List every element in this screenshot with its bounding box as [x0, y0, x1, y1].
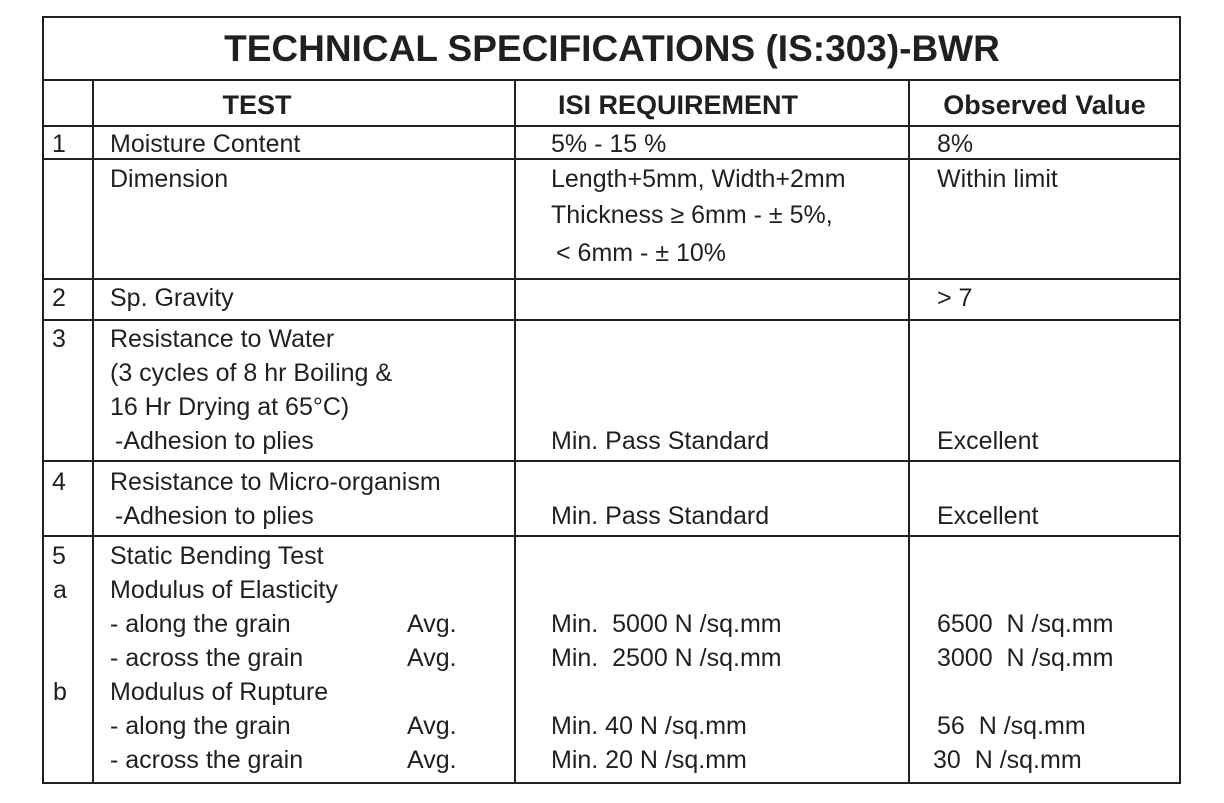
sub-label: a: [53, 576, 67, 604]
observed-value: 30 N /sq.mm: [933, 746, 1082, 774]
rule-row4: [42, 535, 1181, 537]
observed-value: Excellent: [937, 502, 1039, 530]
requirement-value: Min. Pass Standard: [551, 502, 770, 530]
avg-label: Avg.: [407, 610, 457, 638]
col-rule-req: [908, 79, 910, 784]
requirement-value: Min. Pass Standard: [551, 427, 770, 455]
header-observed: Observed Value: [943, 90, 1146, 120]
rule-header: [42, 125, 1181, 127]
test-name: - along the grain: [110, 610, 291, 638]
requirement-value: Min. 40 N /sq.mm: [551, 712, 747, 740]
requirement-value: 5% - 15 %: [551, 130, 667, 158]
observed-value: 3000 N /sq.mm: [937, 644, 1114, 672]
test-name: Resistance to Water: [110, 325, 335, 353]
observed-value: > 7: [937, 284, 973, 312]
test-name: Static Bending Test: [110, 542, 324, 570]
test-name: Resistance to Micro-organism: [110, 468, 441, 496]
test-name: Sp. Gravity: [110, 284, 234, 312]
avg-label: Avg.: [407, 644, 457, 672]
row-number: 5: [52, 542, 66, 570]
rule-row2: [42, 319, 1181, 321]
row-number: 3: [52, 325, 66, 353]
rule-row3: [42, 460, 1181, 462]
test-name: - across the grain: [110, 644, 304, 672]
observed-value: 8%: [937, 130, 974, 158]
col-rule-test: [514, 79, 516, 784]
col-rule-no: [92, 79, 94, 784]
observed-value: 56 N /sq.mm: [937, 712, 1086, 740]
requirement-value: Min. 20 N /sq.mm: [551, 746, 747, 774]
requirement-value: Min. 2500 N /sq.mm: [551, 644, 782, 672]
test-name: -Adhesion to plies: [115, 502, 314, 530]
rule-dim: [42, 278, 1181, 280]
page-title: TECHNICAL SPECIFICATIONS (IS:303)-BWR: [224, 28, 1000, 69]
test-name: (3 cycles of 8 hr Boiling &: [110, 359, 393, 387]
test-name: Modulus of Elasticity: [110, 576, 338, 604]
test-name: -Adhesion to plies: [115, 427, 314, 455]
test-name: 16 Hr Drying at 65°C): [110, 393, 350, 421]
test-name: Modulus of Rupture: [110, 678, 329, 706]
header-requirement: ISI REQUIREMENT: [557, 90, 799, 120]
test-name: - along the grain: [110, 712, 291, 740]
observed-value: Within limit: [937, 165, 1058, 193]
row-number: 4: [52, 468, 66, 496]
header-test: TEST: [222, 90, 292, 120]
row-number: 1: [52, 130, 66, 158]
observed-value: Excellent: [937, 427, 1039, 455]
sub-label: b: [53, 678, 67, 706]
observed-value: 6500 N /sq.mm: [937, 610, 1114, 638]
avg-label: Avg.: [407, 712, 457, 740]
test-name: Moisture Content: [110, 130, 301, 158]
requirement-value: < 6mm - ± 10%: [556, 239, 727, 267]
requirement-value: Length+5mm, Width+2mm: [551, 165, 846, 193]
avg-label: Avg.: [407, 746, 457, 774]
row-number: 2: [52, 284, 66, 312]
test-name: Dimension: [110, 165, 229, 193]
rule-title: [42, 79, 1181, 81]
test-name: - across the grain: [110, 746, 304, 774]
requirement-value: Thickness ≥ 6mm - ± 5%,: [551, 201, 833, 229]
requirement-value: Min. 5000 N /sq.mm: [551, 610, 782, 638]
